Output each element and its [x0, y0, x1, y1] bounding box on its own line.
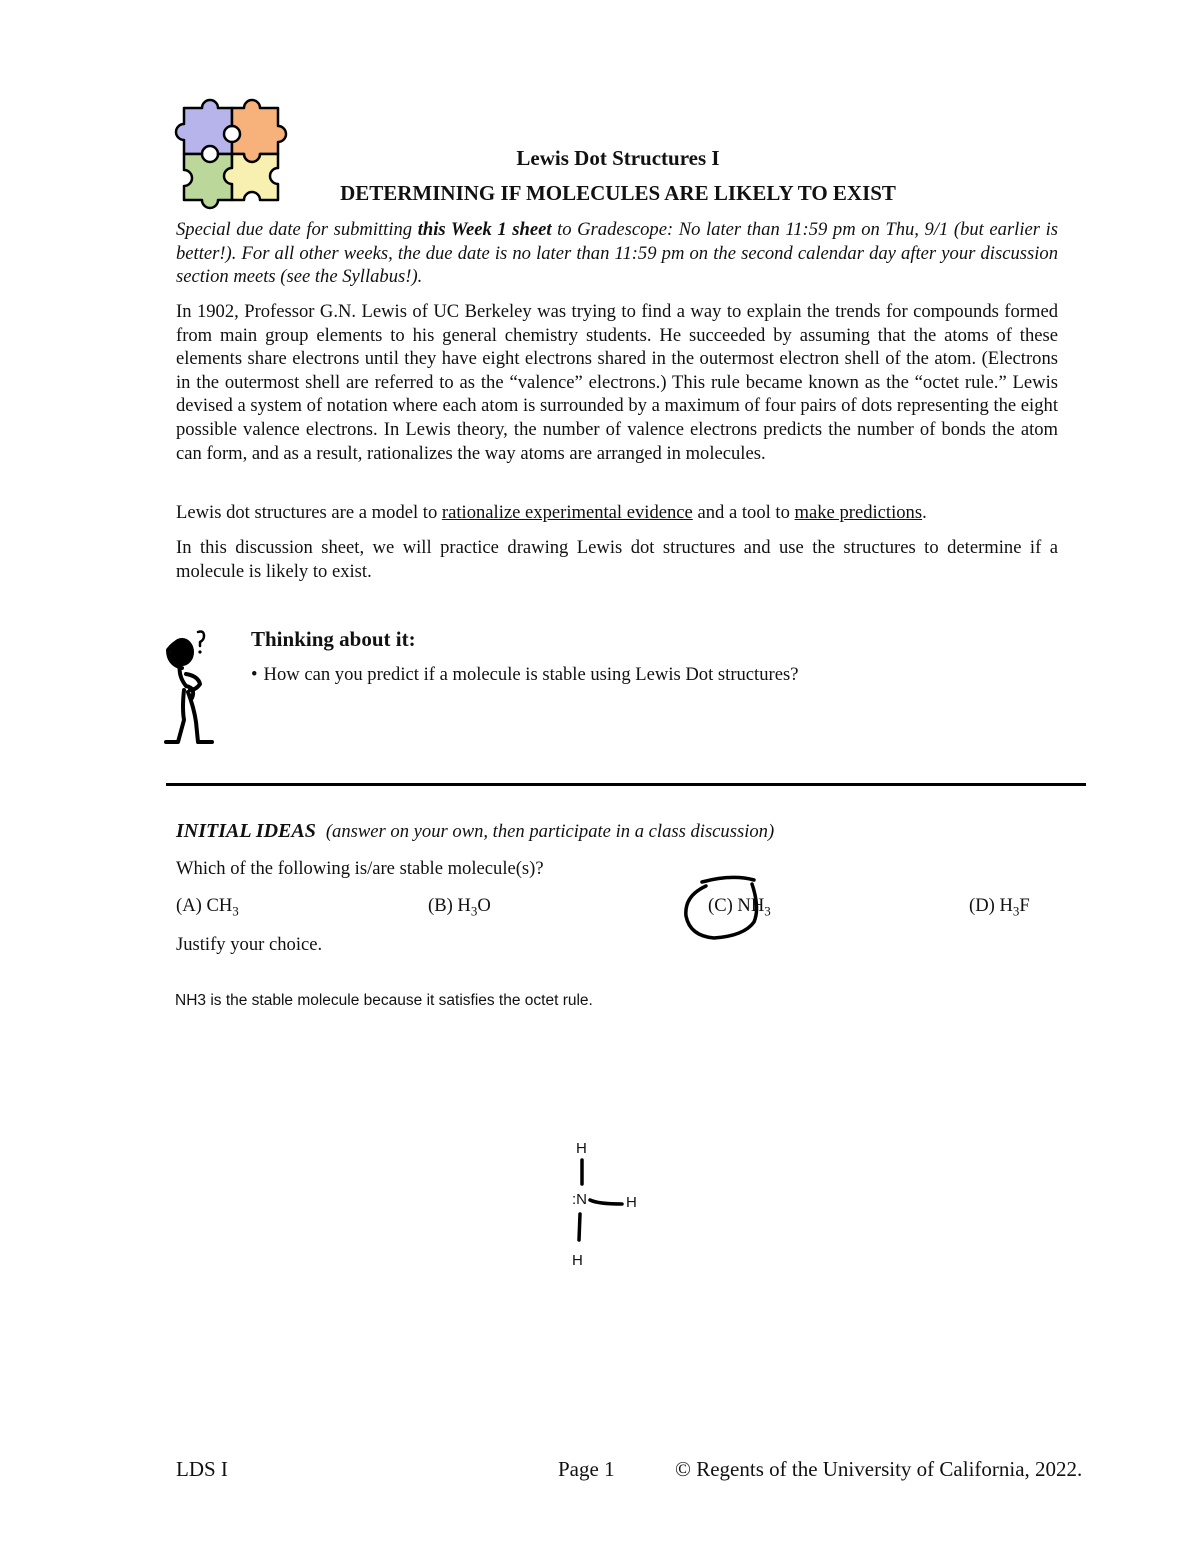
- due-note-bold: this Week 1 sheet: [417, 219, 552, 240]
- bullet-icon: •: [251, 664, 258, 685]
- nitrogen-atom: :N: [572, 1191, 587, 1208]
- option-a[interactable]: (A) $CH_3$: [176, 895, 239, 919]
- hydrogen-bottom: H: [572, 1252, 583, 1269]
- puzzle-logo-icon: [164, 86, 300, 220]
- thinking-bullet: • How can you predict if a molecule is stable using Lewis Dot structures?: [251, 664, 799, 685]
- document-subtitle: DETERMINING IF MOLECULES ARE LIKELY TO EXIST: [340, 181, 896, 205]
- justify-prompt: Justify your choice.: [176, 934, 323, 955]
- option-d[interactable]: (D) $H_3F$: [969, 895, 1030, 919]
- footer-page-number: Page 1: [558, 1457, 615, 1481]
- intro-paragraph-1: In 1902, Professor G.N. Lewis of UC Berkeley was trying to find a way to explain the trends for compounds formed from main group elements to his general chemistry students. He succeeded by assuming that the atoms of these elements share electrons until they have eight electrons shared in the outermost electron shell of the atom. (Electrons in the outermost shell are referred to as the “valence” electrons.) This rule became known as the “octet rule.” Lewis devised a system of notation where each atom is surrounded by a maximum of four pairs of dots representing the eight possible valence electrons. In Lewis theory, the number of valence electrons predicts the number of bonds the atom can form, and as a result, rationalizes the way atoms are arranged in molecules.: [176, 301, 1058, 464]
- typed-answer: NH3 is the stable molecule because it satisfies the octet rule.: [175, 992, 593, 1009]
- hydrogen-right: H: [626, 1194, 637, 1211]
- thinking-person-icon: [160, 628, 226, 750]
- option-c[interactable]: (C) $NH_3$: [708, 895, 771, 919]
- section-divider: [166, 783, 1086, 786]
- option-b[interactable]: (B) $H_3O$: [428, 895, 491, 919]
- due-date-note: Special due date for submitting this Week 1 sheet to Gradescope: No later than 11:59 pm on Thu, 9/1 (but earlier is better!). For all other weeks, the due date is no later than 11:59 pm on the second calendar day after your discussion section meets (see the Syllabus!).: [176, 219, 1058, 288]
- hydrogen-top: H: [576, 1140, 587, 1157]
- underlined-phrase-1: rationalize experimental evidence: [441, 502, 693, 523]
- document-title: Lewis Dot Structures I: [516, 146, 720, 170]
- question-text: Which of the following is/are stable molecule(s)?: [176, 858, 544, 879]
- handwritten-selection-circle: [680, 870, 770, 940]
- intro-paragraph-2: Lewis dot structures are a model to rationalize experimental evidence and a tool to make predictions.: [176, 502, 927, 523]
- thinking-heading: Thinking about it:: [251, 627, 416, 651]
- footer-left: LDS I: [176, 1457, 228, 1481]
- underlined-phrase-2: make predictions: [794, 502, 923, 523]
- footer-copyright: © Regents of the University of California, 2022.: [675, 1457, 1083, 1481]
- intro-paragraph-3: In this discussion sheet, we will practice drawing Lewis dot structures and use the structures to determine if a molecule is likely to exist.: [176, 537, 1058, 582]
- initial-ideas-heading: INITIAL IDEAS (answer on your own, then participate in a class discussion): [176, 820, 775, 842]
